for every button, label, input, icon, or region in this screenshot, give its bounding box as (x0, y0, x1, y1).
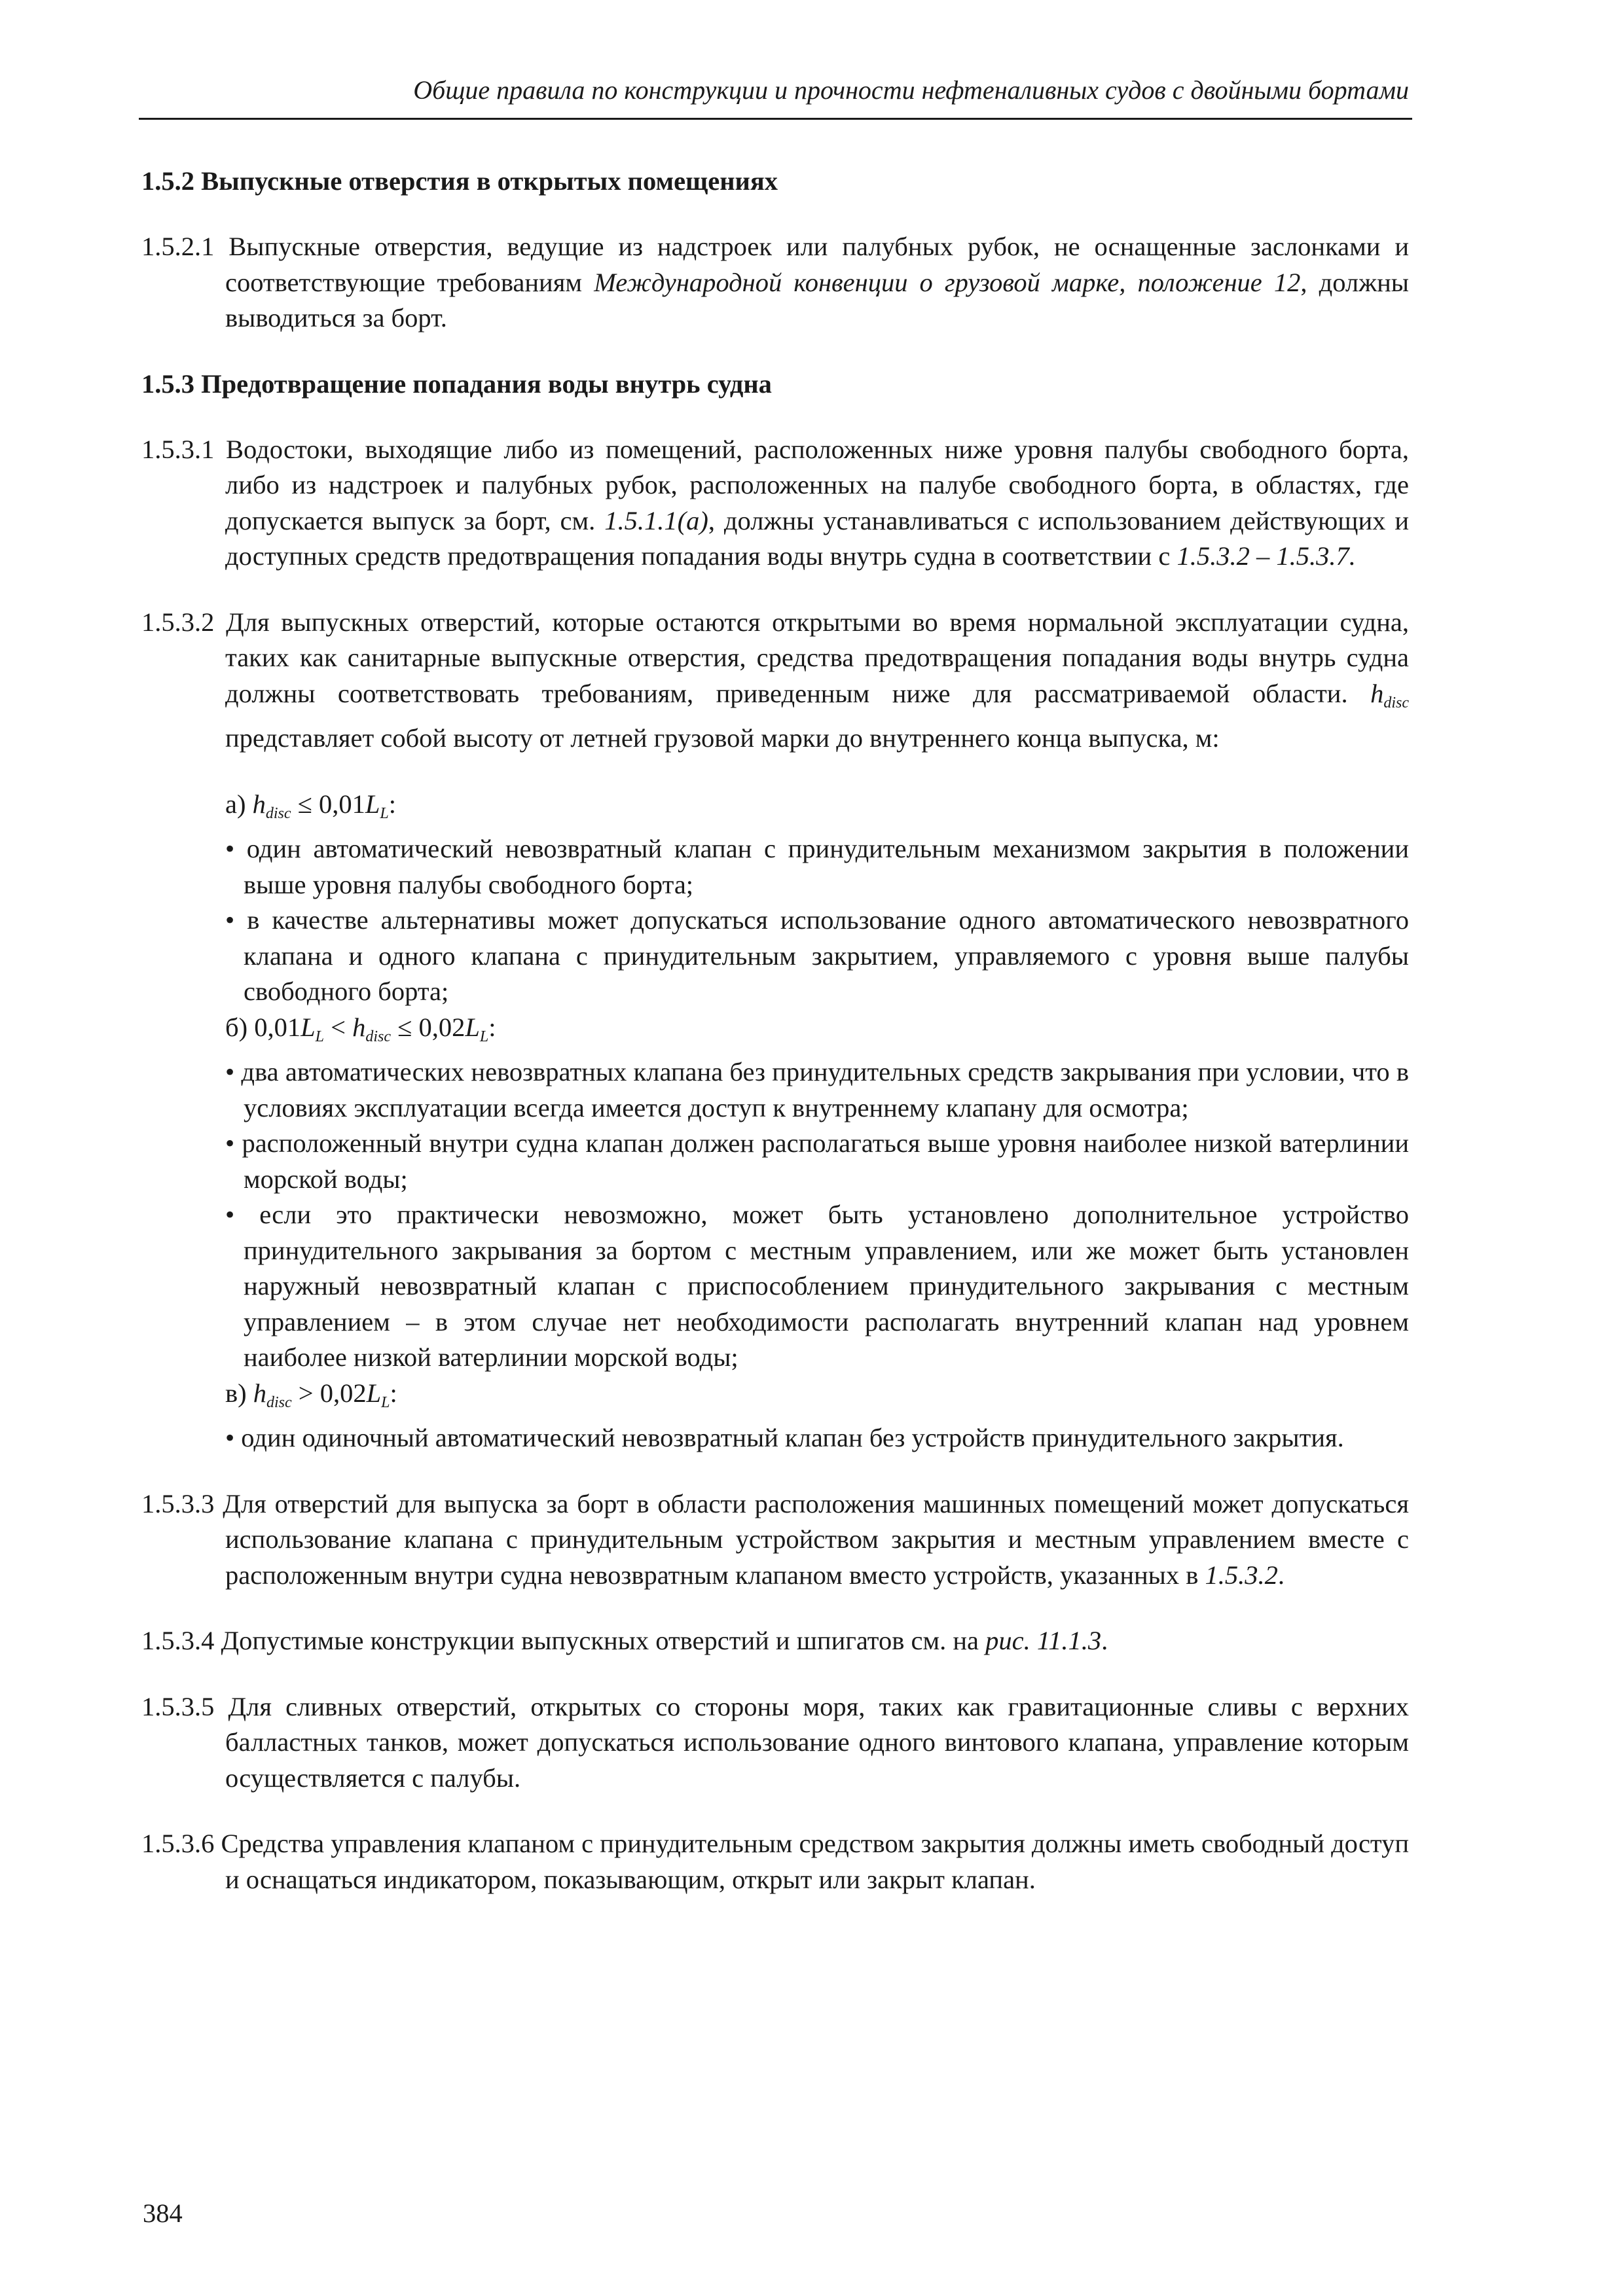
paragraph-1-5-3-5: 1.5.3.5 Для сливных отверстий, открытых со стороны моря, таких как гравитационные сливы с верхних балластных танков, может допускаться использование одного винтового клапана, управление которым осуществляется с палубы. (141, 1691, 1409, 1793)
section-heading-1-5-2: 1.5.2 Выпускные отверстия в открытых помещениях (141, 166, 778, 196)
list-item: • один одиночный автоматический невозвратный клапан без устройств принудительного закрытия. (225, 1423, 1344, 1452)
list-item: • если это практически невозможно, может быть установлено дополнительное устройство принудительного закрывания за бортом с местным управлением, или же может быть установлен наружный невозвратный клапан с приспособлением принудительного закрывания с местным управлением – в этом случае нет необходимости располагать внутренний клапан над уровнем наиболее низкой ватерлинии морской воды; (225, 1200, 1409, 1372)
condition-b: б) $0,01L_L < h_{disc} \le 0,02L_L$: (225, 1012, 496, 1045)
cross-reference: 1.5.3.2 – 1.5.3.7. (1176, 541, 1356, 571)
running-header: Общие правила по конструкции и прочности нефтеналивных судов с двойными бортами (413, 75, 1409, 105)
list-item: • расположенный внутри судна клапан должен располагаться выше уровня наиболее низкой ватерлинии морской воды; (225, 1128, 1409, 1194)
paragraph-number: 1.5.3.6 (141, 1829, 215, 1858)
reference-convention: Международной конвенции о грузовой марке, положение 12 (594, 267, 1301, 297)
paragraph-number: 1.5.3.2 (141, 607, 215, 637)
page-number: 384 (143, 2198, 183, 2228)
paragraph-number: 1.5.2.1 (141, 232, 215, 261)
paragraph-number: 1.5.3.3 (141, 1488, 215, 1518)
list-item: • в качестве альтернативы может допускаться использование одного автоматического невозвратного клапана и одного клапана с принудительным закрытием, управляемого с уровня выше палубы свободного борта; (225, 905, 1409, 1006)
paragraph-number: 1.5.3.1 (141, 434, 215, 464)
condition-c: в) $h_{disc} > 0,02L_L$: (225, 1378, 397, 1411)
header-rule (139, 118, 1412, 120)
paragraph-1-5-3-6: 1.5.3.6 Средства управления клапаном с принудительным средством закрытия должны иметь свободный доступ и оснащаться индикатором, показывающим, открыт или закрыт клапан. (141, 1829, 1410, 1894)
paragraph-number: 1.5.3.5 (141, 1691, 215, 1721)
cross-reference: 1.5.1.1(a) (604, 505, 708, 535)
paragraph-1-5-3-3: 1.5.3.3 Для отверстий для выпуска за борт в области расположения машинных помещений может допускаться использование клапана с принудительным устройством закрытия и местным управлением вместе с расположенным внутри судна невозвратным клапаном вместо устройств, указанных в 1.5.3.2. (141, 1488, 1409, 1590)
paragraph-1-5-3-4: 1.5.3.4 Допустимые конструкции выпускных отверстий и шпигатов см. на рис. 11.1.3. (141, 1626, 1108, 1655)
cross-reference: 1.5.3.2 (1205, 1560, 1278, 1590)
figure-reference: рис. 11.1.3 (985, 1626, 1102, 1655)
section-heading-1-5-3: 1.5.3 Предотвращение попадания воды внутрь судна (141, 368, 772, 399)
paragraph-1-5-3-1: 1.5.3.1 Водостоки, выходящие либо из помещений, расположенных ниже уровня палубы свободного борта, либо из надстроек и палубных рубок, расположенных на палубе свободного борта, в областях, где допускается выпуск за борт, см. 1.5.1.1(a), должны устанавливаться с использованием действующих и доступных средств предотвращения попадания воды внутрь судна в соответствии с 1.5.3.2 – 1.5.3.7. (141, 434, 1410, 571)
list-item: • один автоматический невозвратный клапан с принудительным механизмом закрытия в положении выше уровня палубы свободного борта; (225, 834, 1409, 899)
paragraph-number: 1.5.3.4 (141, 1626, 215, 1655)
page-body (141, 164, 1409, 1928)
paragraph-1-5-2-1: 1.5.2.1 Выпускные отверстия, ведущие из надстроек или палубных рубок, не оснащенные заслонками и соответствующие требованиям Международной конвенции о грузовой марке, положение 12, должны выводиться за борт. (141, 232, 1410, 332)
condition-a: а) $h_{disc} \le 0,01L_L$: (225, 789, 397, 822)
paragraph-1-5-3-2: 1.5.3.2 Для выпускных отверстий, которые остаются открытыми во время нормальной эксплуатации судна, таких как санитарные выпускные отверстия, средства предотвращения попадания воды внутрь судна должны соответствовать требованиям, приведенным ниже для рассматриваемой области. $h_{disc}$ представляет собой высоту от летней грузовой марки до внутреннего конца выпуска, м: (141, 607, 1409, 753)
list-item: • два автоматических невозвратных клапана без принудительных средств закрывания при условии, что в условиях эксплуатации всегда имеется доступ к внутреннему клапану для осмотра; (225, 1057, 1409, 1122)
